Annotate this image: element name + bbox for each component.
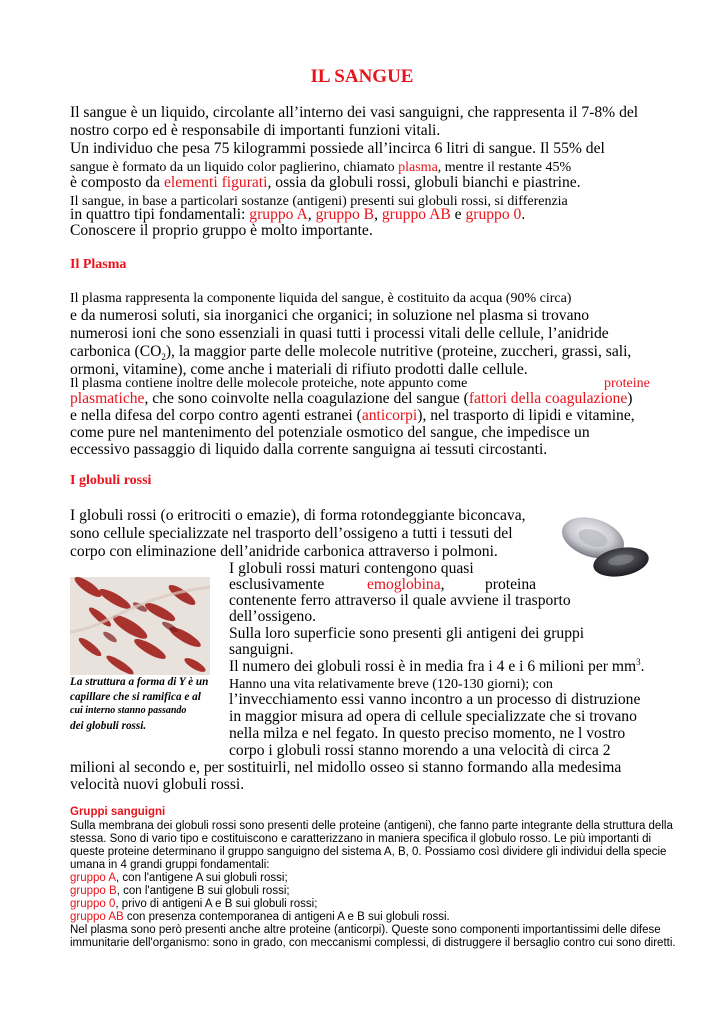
plasma-line-2: e da numerosi soluti, sia inorganici che organici; in soluzione nel plasma si trovano <box>70 307 590 324</box>
plasma-line-4: carbonica $(CO_2)$, la maggior parte delle molecole nutritive (proteine, zuccheri, grassi, sali, <box>70 343 632 363</box>
gruppo-ab-item: gruppo AB con presenza contemporanea di antigeni A e B sui globuli rossi. <box>70 911 450 923</box>
plasma-line-6: Il plasma contiene inoltre delle molecole proteiche, note appunto come <box>70 376 468 391</box>
globuli-right-2-d: proteina <box>485 576 537 593</box>
gruppo-b-item: gruppo B, con l'antigene B sui globuli rossi; <box>70 885 290 897</box>
intro-line-6: Il sangue, in base a particolari sostanze (antigeni) presenti sui globuli rossi, si differenzia <box>70 194 568 209</box>
intro-line-8: Conoscere il proprio gruppo è molto importante. <box>70 222 373 239</box>
plasma-line-9: come pure nel mantenimento del potenziale osmotico del sangue, che impedisce un <box>70 424 590 441</box>
globuli-right-9: l’invecchiamento essi vanno incontro a un processo di distruzione <box>229 691 641 708</box>
gruppo-a-item: gruppo A, con l'antigene A sui globuli rossi; <box>70 872 288 884</box>
emoglobina-term: emoglobina, <box>367 576 445 593</box>
globuli-right-11: nella milza e nel fegato. In questo preciso momento, ne l vostro <box>229 725 626 742</box>
section-heading-globuli: I globuli rossi <box>70 473 152 488</box>
globuli-line-1: I globuli rossi (o eritrociti o emazie), di forma rotondeggiante biconcava, <box>70 507 526 524</box>
proteine-term: proteine <box>604 376 650 391</box>
globuli-right-7: Il numero dei globuli rossi è in media fra i 4 e i 6 milioni per $mm^3$. <box>229 656 645 675</box>
section-heading-gruppi: Gruppi sanguigni <box>70 806 166 818</box>
globuli-right-5: Sulla loro superficie sono presenti gli antigeni dei gruppi <box>229 625 585 642</box>
globuli-line-3: corpo con eliminazione dell’anidride carbonica attraverso i polmoni. <box>70 543 498 560</box>
plasma-line-7: plasmatiche, che sono coinvolte nella coagulazione del sangue (fattori della coagulazione) <box>70 390 633 407</box>
section-heading-plasma: Il Plasma <box>70 257 127 272</box>
globuli-right-12: corpo i globuli rossi stanno morendo a una velocità di circa 2 <box>229 742 611 759</box>
gruppo-0-item: gruppo 0, privo di antigeni A e B sui globuli rossi; <box>70 898 318 910</box>
globuli-full-2: velocità nuovi globuli rossi. <box>70 776 245 793</box>
intro-line-1: Il sangue è un liquido, circolante all’interno dei vasi sanguigni, che rappresenta il 7-8% del <box>70 104 639 121</box>
plasma-line-1: Il plasma rappresenta la componente liquida del sangue, è costituito da acqua (90% circa) <box>70 291 572 306</box>
gruppi-line-3: queste proteine determinano il gruppo sanguigno del sistema A, B, 0. Possiamo così dividere gli individui della specie <box>70 846 667 858</box>
capillary-photo <box>70 577 210 675</box>
globuli-right-4: dell’ossigeno. <box>229 608 317 625</box>
plasma-line-3: numerosi ioni che sono essenziali in quasi tutti i processi vitali delle cellule, l’anidride <box>70 325 609 342</box>
intro-line-2: nostro corpo ed è responsabile di importanti funzioni vitali. <box>70 122 441 139</box>
intro-line-3: Un individuo che pesa 75 kilogrammi possiede all’incirca 6 litri di sangue. Il 55% del <box>70 140 605 157</box>
globuli-right-1: I globuli rossi maturi contengono quasi <box>229 560 474 577</box>
plasma-line-8: e nella difesa del corpo contro agenti estranei (anticorpi), nel trasporto di lipidi e vitamine, <box>70 407 635 424</box>
red-blood-cells-image <box>555 510 655 582</box>
intro-line-7: in quattro tipi fondamentali: gruppo A, gruppo B, gruppo AB e gruppo 0. <box>70 206 526 223</box>
image-caption: La struttura a forma di Y è un capillare che si ramifica e al cui interno stanno passando dei globuli rossi. <box>70 676 209 732</box>
globuli-line-2: sono cellule specializzate nel trasporto dell’ossigeno a tutti i tessuti del <box>70 525 513 542</box>
gruppi-line-5: Nel plasma sono però presenti anche altre proteine (anticorpi). Queste sono componenti importantissimi delle difese <box>70 924 661 936</box>
globuli-right-8: Hanno una vita relativamente breve (120-130 giorni); con <box>229 677 553 692</box>
plasma-term: plasma <box>398 160 438 175</box>
globuli-right-6: sanguigni. <box>229 641 294 658</box>
gruppi-line-2: stessa. Sono di vario tipo e costituiscono e caratterizzano in maniera specifica il globulo rosso. Le più importanti di <box>70 833 652 845</box>
intro-line-4: sangue è formato da un liquido color paglierino, chiamato plasma, mentre il restante 45% <box>70 160 572 175</box>
globuli-right-3: contenente ferro attraverso il quale avviene il trasporto <box>229 592 571 609</box>
globuli-full-1: milioni al secondo e, per sostituirli, nel midollo osseo si stanno formando alla medesima <box>70 759 622 776</box>
intro-line-5: è composto da elementi figurati, ossia da globuli rossi, globuli bianchi e piastrine. <box>70 174 581 191</box>
gruppi-line-4: umana in 4 grandi gruppi fondamentali: <box>70 859 270 871</box>
globuli-right-10: in maggior misura ad opera di cellule specializzate che si trovano <box>229 708 637 725</box>
plasma-line-5: ormoni, vitamine), come anche i materiali di rifiuto prodotti dalle cellule. <box>70 361 528 378</box>
gruppi-line-1: Sulla membrana dei globuli rossi sono presenti delle proteine (antigeni), che fanno parte integrante della struttura della <box>70 820 673 832</box>
gruppi-line-6: immunitarie dell'organismo: sono in grado, con meccanismi complessi, di distruggere il bersaglio contro cui sono diretti. <box>70 937 676 949</box>
elementi-figurati-term: elementi figurati <box>163 174 268 191</box>
plasma-line-10: eccessivo passaggio di liquido dalla corrente sanguigna ai tessuti circostanti. <box>70 441 548 458</box>
page-title: IL SANGUE <box>310 66 414 87</box>
globuli-right-2-a: esclusivamente <box>229 576 325 593</box>
